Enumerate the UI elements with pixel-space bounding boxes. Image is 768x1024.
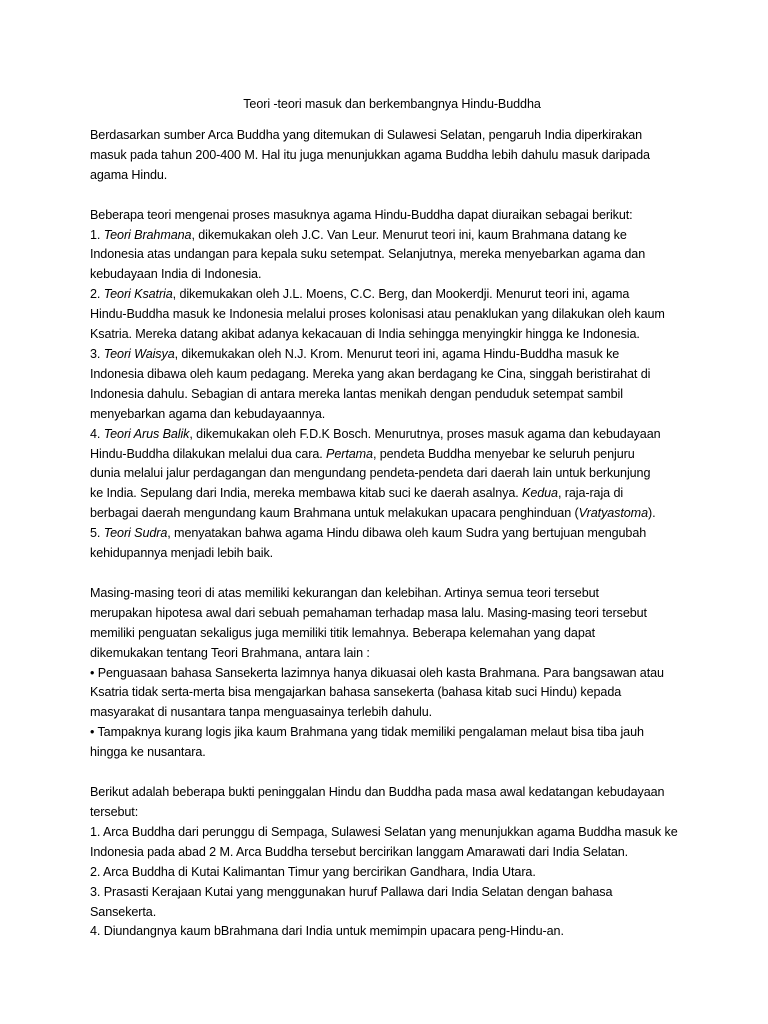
theory-number: 5. xyxy=(90,526,104,541)
theory-text: , raja-raja di xyxy=(557,486,624,501)
critique-bullet-line: • Penguasaan bahasa Sansekerta lazimnya hanya dikuasai oleh kasta Brahmana. Para bangsawan atau xyxy=(90,665,664,680)
evidence-line: Indonesia pada abad 2 M. Arca Buddha tersebut bercirikan langgam Amarawati dari India Selatan. xyxy=(90,844,629,859)
theory-number: 1. xyxy=(90,227,104,242)
theories-paragraph xyxy=(90,206,694,564)
theory-name: Teori Ksatria xyxy=(103,287,173,302)
theory-line: menyebarkan agama dan kebudayaannya. xyxy=(90,406,326,421)
critique-line: dikemukakan tentang Teori Brahmana, antara lain : xyxy=(90,645,370,660)
critique-line: memiliki penguatan sekaligus juga memiliki titik lemahnya. Beberapa kelemahan yang dapat xyxy=(90,625,596,640)
theory-term: Kedua xyxy=(522,486,558,501)
critique-line: Ksatria tidak serta-merta bisa mengajarkan bahasa sansekerta (bahasa kitab suci Hindu) kepada xyxy=(90,685,622,700)
theory-name: Teori Brahmana xyxy=(103,227,192,242)
theory-text: , pendeta Buddha menyebar ke seluruh penjuru xyxy=(372,446,635,461)
theory-line xyxy=(90,484,694,504)
theory-line: Indonesia atas undangan para kepala suku setempat. Selanjutnya, mereka menyebarkan agama dan xyxy=(90,247,646,262)
theory-name: Teori Sudra xyxy=(103,526,168,541)
theory-text: , dikemukakan oleh N.J. Krom. Menurut teori ini, agama Hindu-Buddha masuk ke xyxy=(174,346,620,361)
theory-line: kebudayaan India di Indonesia. xyxy=(90,267,262,282)
theory-line: Hindu-Buddha masuk ke Indonesia melalui proses kolonisasi atau penaklukan yang dilakukan oleh kaum xyxy=(90,307,665,322)
theory-number: 4. xyxy=(90,426,104,441)
theory-line: kehidupannya menjadi lebih baik. xyxy=(90,546,274,561)
theory-number: 2. xyxy=(90,287,104,302)
theory-text: ). xyxy=(647,506,656,521)
evidence-line: Berikut adalah beberapa bukti peninggalan Hindu dan Buddha pada masa awal kedatangan kebudayaan xyxy=(90,785,665,800)
theories-intro-line: Beberapa teori mengenai proses masuknya agama Hindu-Buddha dapat diuraikan sebagai berikut: xyxy=(90,207,633,222)
theory-text: , dikemukakan oleh J.L. Moens, C.C. Berg, dan Mookerdji. Menurut teori ini, agama xyxy=(172,287,630,302)
theory-text: , menyatakan bahwa agama Hindu dibawa oleh kaum Sudra yang bertujuan mengubah xyxy=(167,526,647,541)
evidence-line: Sansekerta. xyxy=(90,904,157,919)
evidence-paragraph xyxy=(90,783,694,942)
critique-line: hingga ke nusantara. xyxy=(90,745,206,760)
theory-line: Indonesia dibawa oleh kaum pedagang. Mereka yang akan berdagang ke Cina, singgah beristirahat di xyxy=(90,366,651,381)
intro-line: agama Hindu. xyxy=(90,167,168,182)
evidence-line: tersebut: xyxy=(90,805,139,819)
intro-line: masuk pada tahun 200-400 M. Hal itu juga menunjukkan agama Buddha lebih dahulu masuk daripada xyxy=(90,147,650,162)
theory-line: Ksatria. Mereka datang akibat adanya kekacauan di India sehingga menyingkir hingga ke Indonesia. xyxy=(90,327,640,342)
theory-term: Vratyastoma xyxy=(578,506,648,521)
theory-line: dunia melalui jalur perdagangan dan mengundang pendeta-pendeta dari daerah lain untuk berkunjung xyxy=(90,466,651,481)
critique-bullet-line: • Tampaknya kurang logis jika kaum Brahmana yang tidak memiliki pengalaman melaut bisa tiba jauh xyxy=(90,725,644,740)
theory-text: ke India. Sepulang dari India, mereka membawa kitab suci ke daerah asalnya. xyxy=(90,486,523,501)
theory-line xyxy=(90,504,694,524)
theory-text: berbagai daerah mengundang kaum Brahmana untuk melakukan upacara penghinduan ( xyxy=(90,506,579,521)
document-title: Teori -teori masuk dan berkembangnya Hindu-Buddha xyxy=(243,97,541,111)
critique-line: merupakan hipotesa awal dari sebuah pemahaman terhadap masa lalu. Masing-masing teori tersebut xyxy=(90,605,647,620)
evidence-item-line: 1. Arca Buddha dari perunggu di Sempaga, Sulawesi Selatan yang menunjukkan agama Buddha masuk ke xyxy=(90,824,678,839)
intro-line: Berdasarkan sumber Arca Buddha yang ditemukan di Sulawesi Selatan, pengaruh India diperkirakan xyxy=(90,127,643,142)
theory-3-first-line xyxy=(90,345,694,365)
theory-term: Pertama xyxy=(326,446,373,461)
theory-4-first-line xyxy=(90,425,694,445)
theory-line xyxy=(90,445,694,465)
theory-name: Teori Waisya xyxy=(103,346,175,361)
critique-paragraph xyxy=(90,584,694,763)
theory-text: , dikemukakan oleh F.D.K Bosch. Menurutnya, proses masuk agama dan kebudayaan xyxy=(189,426,661,441)
theory-2-first-line xyxy=(90,285,694,305)
theory-1-first-line xyxy=(90,226,694,246)
critique-line: Masing-masing teori di atas memiliki kekurangan dan kelebihan. Artinya semua teori tersebut xyxy=(90,585,599,600)
theory-number: 3. xyxy=(90,346,104,361)
theory-name: Teori Arus Balik xyxy=(103,426,190,441)
evidence-item-line: 4. Diundangnya kaum bBrahmana dari India untuk memimpin upacara peng-Hindu-an. xyxy=(90,924,564,939)
theory-line: Indonesia dahulu. Sebagian di antara mereka lantas menikah dengan penduduk setempat sambil xyxy=(90,386,623,401)
theory-text: Hindu-Buddha dilakukan melalui dua cara. xyxy=(90,446,327,461)
critique-line: masyarakat di nusantara tanpa menguasainya terlebih dahulu. xyxy=(90,705,433,720)
theory-text: , dikemukakan oleh J.C. Van Leur. Menurut teori ini, kaum Brahmana datang ke xyxy=(191,227,627,242)
evidence-item-line: 2. Arca Buddha di Kutai Kalimantan Timur yang bercirikan Gandhara, India Utara. xyxy=(90,864,536,879)
theory-5-first-line xyxy=(90,524,694,544)
intro-paragraph xyxy=(90,126,694,186)
evidence-item-line: 3. Prasasti Kerajaan Kutai yang menggunakan huruf Pallawa dari India Selatan dengan bahasa xyxy=(90,884,613,899)
